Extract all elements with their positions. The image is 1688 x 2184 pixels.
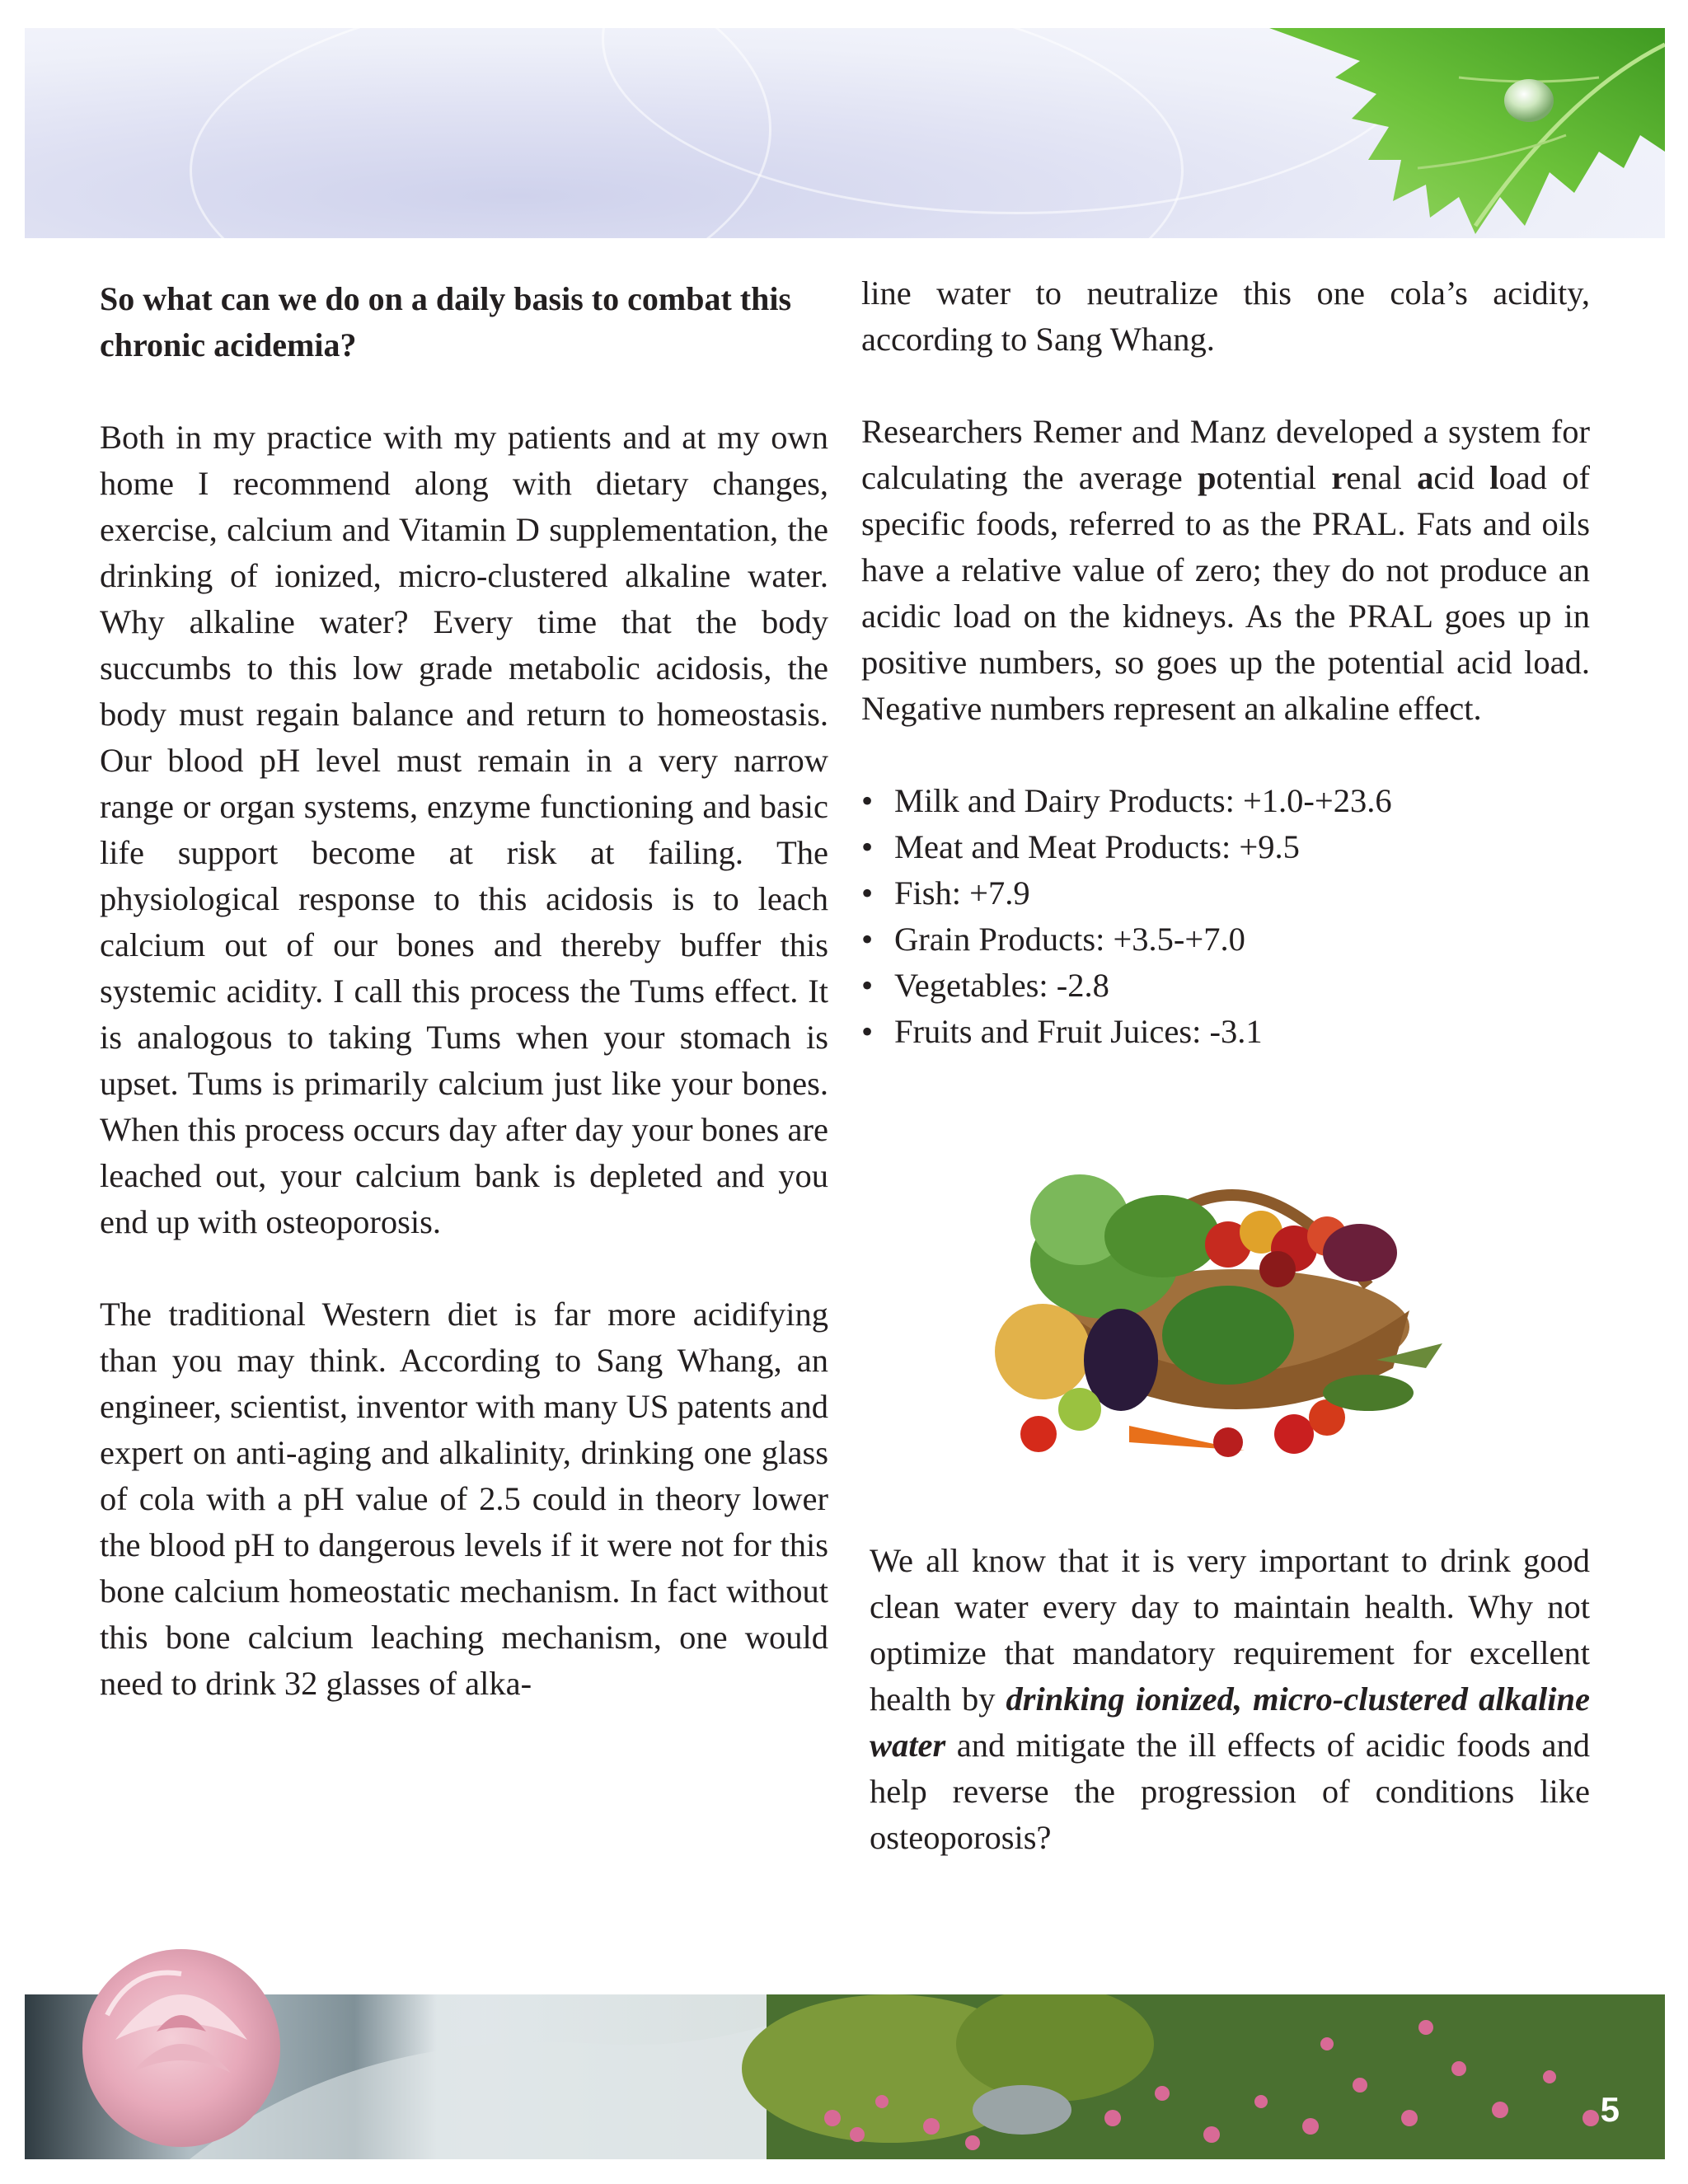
list-item-text: Fruits and Fruit Juices: -3.1 bbox=[894, 1013, 1263, 1050]
pral-initial: a bbox=[1417, 459, 1434, 496]
list-item-text: Vegetables: -2.8 bbox=[894, 967, 1109, 1004]
leaf-with-water-drop-image bbox=[1104, 28, 1665, 238]
closing-emphasis: drinking ionized, micro-clustered alkaline water bbox=[870, 1680, 1590, 1764]
list-item bbox=[861, 870, 1590, 916]
right-column bbox=[861, 270, 1590, 1055]
pral-text: oad of specific foods, referred to as the PRAL. Fats and oils have a relative value of zero; they do not produce an acidic load on the kidneys. As the PRAL goes up in positive numbers, so goes up the potential acid load. Negative numbers represent an alkaline effect. bbox=[861, 459, 1590, 727]
list-item bbox=[861, 778, 1590, 824]
list-item bbox=[861, 824, 1590, 870]
pral-initial: r bbox=[1331, 459, 1347, 496]
pral-paragraph bbox=[861, 409, 1590, 732]
pral-text: otential bbox=[1216, 459, 1332, 496]
list-item-text: Fish: +7.9 bbox=[894, 874, 1030, 912]
produce-basket-image bbox=[981, 1121, 1459, 1483]
bullet-marker: • bbox=[861, 921, 874, 958]
continuation-paragraph: line water to neutralize this one cola’s acidity, according to Sang Whang. bbox=[861, 274, 1590, 358]
list-item bbox=[861, 963, 1590, 1009]
bullet-marker: • bbox=[861, 782, 874, 819]
list-item-text: Milk and Dairy Products: +1.0-+23.6 bbox=[894, 782, 1392, 819]
closing-text: We all know that it is very important to drink good clean water every day to maintain health. Why not optimize that mandatory requirement for excellent health by bbox=[870, 1541, 1590, 1718]
pral-text: enal bbox=[1346, 459, 1418, 496]
pral-text: Researchers Remer and Manz developed a system for calculating the average bbox=[861, 413, 1590, 496]
list-item-text: Grain Products: +3.5-+7.0 bbox=[894, 921, 1245, 958]
list-item bbox=[861, 916, 1590, 963]
section-heading: So what can we do on a daily basis to combat this chronic acidemia? bbox=[100, 280, 792, 363]
pral-values-list bbox=[861, 778, 1590, 1055]
pral-text: cid bbox=[1433, 459, 1490, 496]
header-banner bbox=[25, 28, 1665, 238]
body-paragraph: The traditional Western diet is far more acidifying than you may think. According to Sang Whang, an engineer, scientist, inventor with many US patents and expert on anti-aging and alkalinity, drinking one glass of cola with a pH value of 2.5 could in theory lower the blood pH to dangerous levels if it were not for this bone calcium homeostatic mechanism. In fact without this bone calcium leaching mechanism, one would need to drink 32 glasses of alka- bbox=[100, 1296, 828, 1702]
bullet-marker: • bbox=[861, 967, 874, 1004]
list-item-text: Meat and Meat Products: +9.5 bbox=[894, 828, 1300, 865]
list-item bbox=[861, 1009, 1590, 1055]
closing-paragraph bbox=[870, 1538, 1590, 1861]
pink-rose-image bbox=[58, 1916, 305, 2163]
pral-initial: l bbox=[1489, 459, 1499, 496]
pral-initial: p bbox=[1198, 459, 1217, 496]
bullet-marker: • bbox=[861, 874, 874, 912]
page-number: 5 bbox=[1600, 2090, 1620, 2129]
bullet-marker: • bbox=[861, 828, 874, 865]
bullet-marker: • bbox=[861, 1013, 874, 1050]
body-paragraph: Both in my practice with my patients and at my own home I recommend along with dietary changes, exercise, calcium and Vitamin D supplementation, the drinking of ionized, micro-clustered alkaline water. Why alkaline water? Every time that the body succumbs to this low grade metabolic acidosis, the body must regain balance and return to homeostasis. Our blood pH level must remain in a very narrow range or organ systems, enzyme functioning and basic life support become at risk at failing. The physiological response to this acidosis is to leach calcium out of our bones and thereby buffer this systemic acidity. I call this process the Tums effect. It is analogous to taking Tums when your stomach is upset. Tums is primarily calcium just like your bones. When this process occurs day after day your bones are leached out, your calcium bank is depleted and you end up with osteoporosis. bbox=[100, 419, 828, 1240]
left-column bbox=[100, 276, 828, 1707]
closing-text: and mitigate the ill effects of acidic foods and help reverse the progression of conditions like osteoporosis? bbox=[870, 1726, 1590, 1856]
